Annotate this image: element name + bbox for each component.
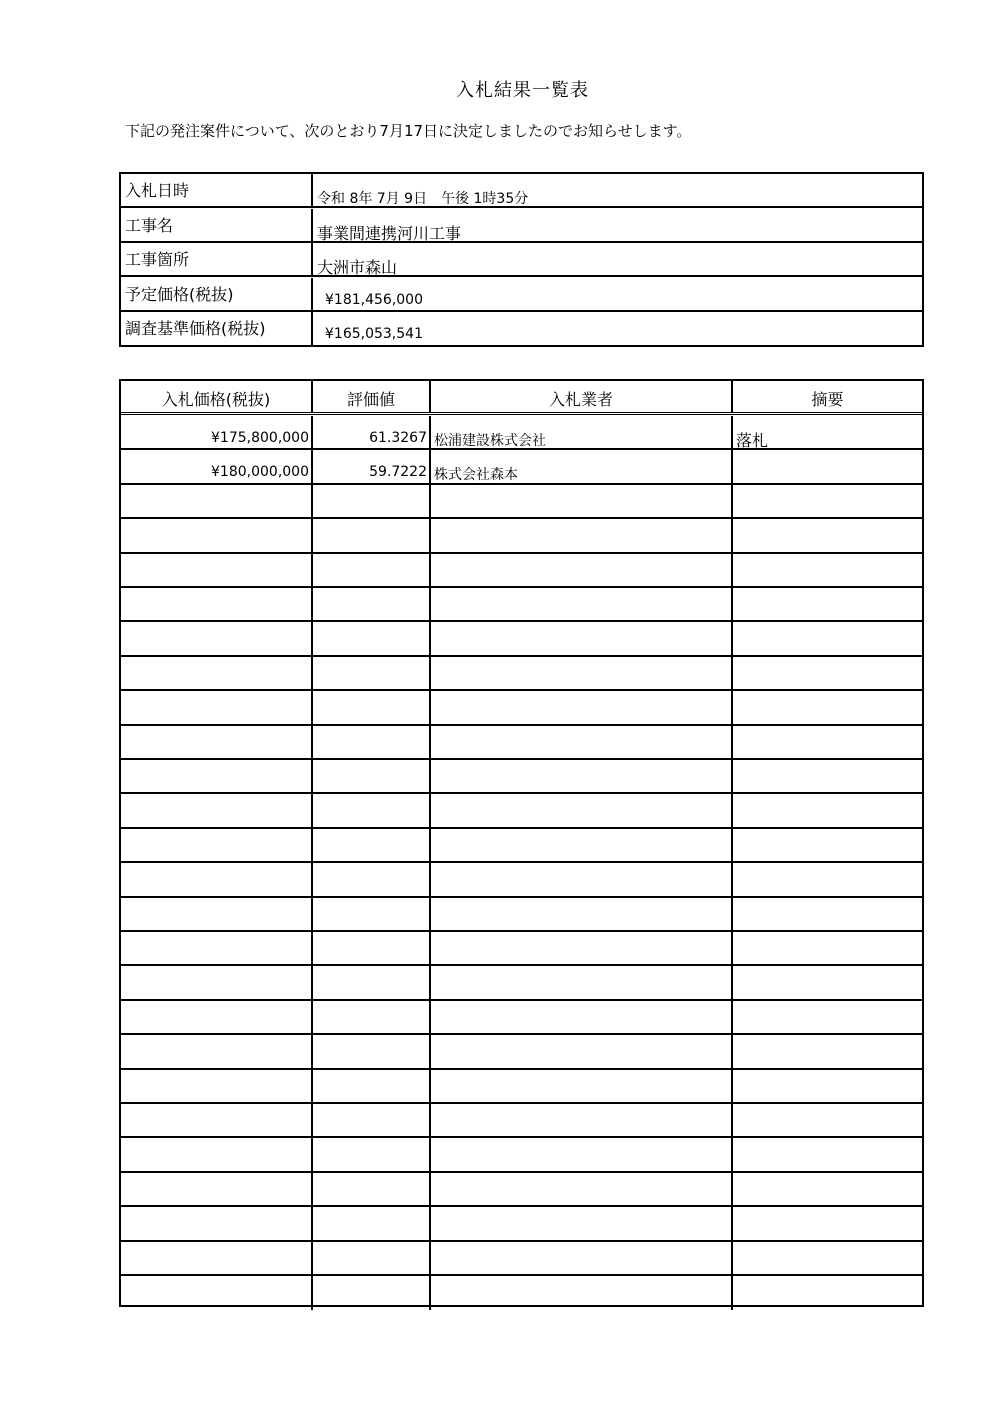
cell-bid-price bbox=[121, 588, 313, 620]
info-value: 令和 8年 7月 9日 午後 1時35分 bbox=[317, 191, 529, 207]
cell-remark bbox=[733, 691, 922, 723]
info-row-project-name bbox=[121, 209, 922, 243]
cell-bid-price bbox=[121, 863, 313, 895]
cell-remark bbox=[733, 966, 922, 998]
cell-score bbox=[313, 519, 431, 551]
cell-bidder bbox=[431, 657, 733, 689]
cell-bid-price bbox=[121, 1242, 313, 1274]
cell-bidder bbox=[431, 485, 733, 517]
info-value: ¥181,456,000 bbox=[325, 292, 423, 308]
cell-score bbox=[313, 760, 431, 792]
cell-bidder bbox=[431, 726, 733, 758]
header-score: 評価値 bbox=[313, 381, 431, 412]
cell-remark bbox=[733, 450, 922, 482]
cell-bidder bbox=[431, 1001, 733, 1033]
cell-bid-price bbox=[121, 829, 313, 861]
table-row bbox=[121, 863, 922, 897]
cell-remark bbox=[733, 554, 922, 586]
info-row-datetime bbox=[121, 174, 922, 208]
cell-bidder bbox=[431, 1035, 733, 1067]
table-row bbox=[121, 554, 922, 588]
cell-remark bbox=[733, 863, 922, 895]
table-row bbox=[121, 829, 922, 863]
table-row bbox=[121, 1207, 922, 1241]
cell-remark bbox=[733, 1035, 922, 1067]
cell-remark bbox=[733, 1001, 922, 1033]
cell-remark bbox=[733, 1276, 922, 1310]
cell-score bbox=[313, 588, 431, 620]
table-row bbox=[121, 794, 922, 828]
cell-bid-price bbox=[121, 1104, 313, 1136]
cell-remark bbox=[733, 622, 922, 654]
info-value: ¥165,053,541 bbox=[325, 326, 423, 342]
table-row bbox=[121, 1001, 922, 1035]
cell-bidder bbox=[431, 588, 733, 620]
cell-score bbox=[313, 554, 431, 586]
table-row bbox=[121, 450, 922, 484]
cell-score bbox=[313, 1035, 431, 1067]
table-row bbox=[121, 898, 922, 932]
intro-text: 下記の発注案件について、次のとおり7月17日に決定しましたのでお知らせします。 bbox=[125, 122, 692, 140]
cell-bid-price: ¥175,800,000 bbox=[121, 416, 313, 448]
cell-remark bbox=[733, 1070, 922, 1102]
cell-bidder bbox=[431, 966, 733, 998]
cell-bidder bbox=[431, 932, 733, 964]
cell-remark bbox=[733, 485, 922, 517]
table-row bbox=[121, 622, 922, 656]
cell-bidder: 株式会社森本 bbox=[431, 450, 733, 482]
cell-bid-price: ¥180,000,000 bbox=[121, 450, 313, 482]
info-row-planned-price bbox=[121, 278, 922, 312]
info-label: 調査基準価格(税抜) bbox=[121, 312, 313, 346]
cell-bidder bbox=[431, 760, 733, 792]
info-value: 事業間連携河川工事 bbox=[317, 224, 462, 243]
cell-bidder bbox=[431, 1173, 733, 1205]
table-row bbox=[121, 726, 922, 760]
cell-bidder bbox=[431, 1104, 733, 1136]
cell-remark bbox=[733, 1104, 922, 1136]
info-value: 大洲市森山 bbox=[317, 258, 398, 277]
header-remark: 摘要 bbox=[811, 390, 844, 409]
cell-remark bbox=[733, 1138, 922, 1170]
cell-score: 59.7222 bbox=[313, 450, 431, 482]
cell-bid-price bbox=[121, 485, 313, 517]
cell-score bbox=[313, 1070, 431, 1102]
info-label: 工事名 bbox=[121, 209, 313, 241]
cell-bidder bbox=[431, 1207, 733, 1239]
cell-bid-price bbox=[121, 519, 313, 551]
cell-bid-price bbox=[121, 1276, 313, 1310]
table-row bbox=[121, 760, 922, 794]
cell-bid-price bbox=[121, 691, 313, 723]
cell-score bbox=[313, 829, 431, 861]
cell-bid-price bbox=[121, 1070, 313, 1102]
cell-score bbox=[313, 932, 431, 964]
cell-bidder bbox=[431, 898, 733, 930]
info-row-location bbox=[121, 243, 922, 277]
cell-score bbox=[313, 863, 431, 895]
table-row bbox=[121, 932, 922, 966]
table-row bbox=[121, 1276, 922, 1310]
cell-remark bbox=[733, 519, 922, 551]
cell-bidder bbox=[431, 622, 733, 654]
cell-score bbox=[313, 485, 431, 517]
cell-remark bbox=[733, 1173, 922, 1205]
cell-bid-price bbox=[121, 898, 313, 930]
info-label: 予定価格(税抜) bbox=[121, 278, 313, 310]
cell-remark: 落札 bbox=[736, 431, 769, 449]
cell-score bbox=[313, 1138, 431, 1170]
cell-remark bbox=[733, 932, 922, 964]
cell-bid-price bbox=[121, 1173, 313, 1205]
cell-bid-price bbox=[121, 622, 313, 654]
table-row bbox=[121, 485, 922, 519]
cell-score bbox=[313, 794, 431, 826]
cell-bid-price bbox=[121, 966, 313, 998]
info-label: 入札日時 bbox=[121, 174, 313, 206]
cell-score bbox=[313, 691, 431, 723]
cell-remark bbox=[733, 588, 922, 620]
cell-score bbox=[313, 1173, 431, 1205]
cell-score bbox=[313, 657, 431, 689]
cell-bidder bbox=[431, 1138, 733, 1170]
cell-bidder bbox=[431, 691, 733, 723]
cell-remark bbox=[733, 829, 922, 861]
cell-bid-price bbox=[121, 657, 313, 689]
cell-remark bbox=[733, 726, 922, 758]
header-bidder: 入札業者 bbox=[431, 381, 733, 412]
cell-bid-price bbox=[121, 1035, 313, 1067]
cell-score bbox=[313, 1242, 431, 1274]
info-label: 工事箇所 bbox=[121, 243, 313, 275]
cell-bidder: 松浦建設株式会社 bbox=[431, 416, 733, 448]
cell-bid-price bbox=[121, 932, 313, 964]
cell-score bbox=[313, 966, 431, 998]
table-row bbox=[121, 416, 922, 450]
results-header-row bbox=[121, 381, 922, 415]
table-row bbox=[121, 519, 922, 553]
cell-bidder bbox=[431, 794, 733, 826]
page-title: 入札結果一覧表 bbox=[456, 80, 589, 101]
cell-bid-price bbox=[121, 1001, 313, 1033]
bid-info-table bbox=[119, 172, 924, 347]
cell-bidder bbox=[431, 863, 733, 895]
cell-bidder bbox=[431, 519, 733, 551]
cell-bid-price bbox=[121, 1138, 313, 1170]
cell-remark bbox=[733, 1242, 922, 1274]
bid-results-table bbox=[119, 379, 924, 1307]
cell-bid-price bbox=[121, 794, 313, 826]
cell-remark bbox=[733, 760, 922, 792]
cell-score bbox=[313, 1001, 431, 1033]
info-row-survey-price bbox=[121, 312, 922, 346]
table-row bbox=[121, 1173, 922, 1207]
table-row bbox=[121, 588, 922, 622]
cell-score bbox=[313, 1207, 431, 1239]
cell-remark bbox=[733, 794, 922, 826]
cell-score: 61.3267 bbox=[313, 416, 431, 448]
table-row bbox=[121, 1104, 922, 1138]
table-row bbox=[121, 1035, 922, 1069]
cell-bid-price bbox=[121, 1207, 313, 1239]
cell-score bbox=[313, 1276, 431, 1310]
cell-bid-price bbox=[121, 726, 313, 758]
cell-remark bbox=[733, 657, 922, 689]
cell-score bbox=[313, 726, 431, 758]
table-row bbox=[121, 1242, 922, 1276]
cell-score bbox=[313, 622, 431, 654]
cell-bidder bbox=[431, 1242, 733, 1274]
table-row bbox=[121, 657, 922, 691]
cell-bidder bbox=[431, 554, 733, 586]
cell-score bbox=[313, 1104, 431, 1136]
table-row bbox=[121, 1070, 922, 1104]
cell-score bbox=[313, 898, 431, 930]
cell-bidder bbox=[431, 1276, 733, 1310]
table-row bbox=[121, 966, 922, 1000]
cell-bid-price bbox=[121, 760, 313, 792]
cell-remark bbox=[733, 1207, 922, 1239]
cell-bid-price bbox=[121, 554, 313, 586]
header-bid-price: 入札価格(税抜) bbox=[121, 381, 313, 412]
cell-bidder bbox=[431, 1070, 733, 1102]
cell-bidder bbox=[431, 829, 733, 861]
table-row bbox=[121, 691, 922, 725]
table-row bbox=[121, 1138, 922, 1172]
cell-remark bbox=[733, 898, 922, 930]
